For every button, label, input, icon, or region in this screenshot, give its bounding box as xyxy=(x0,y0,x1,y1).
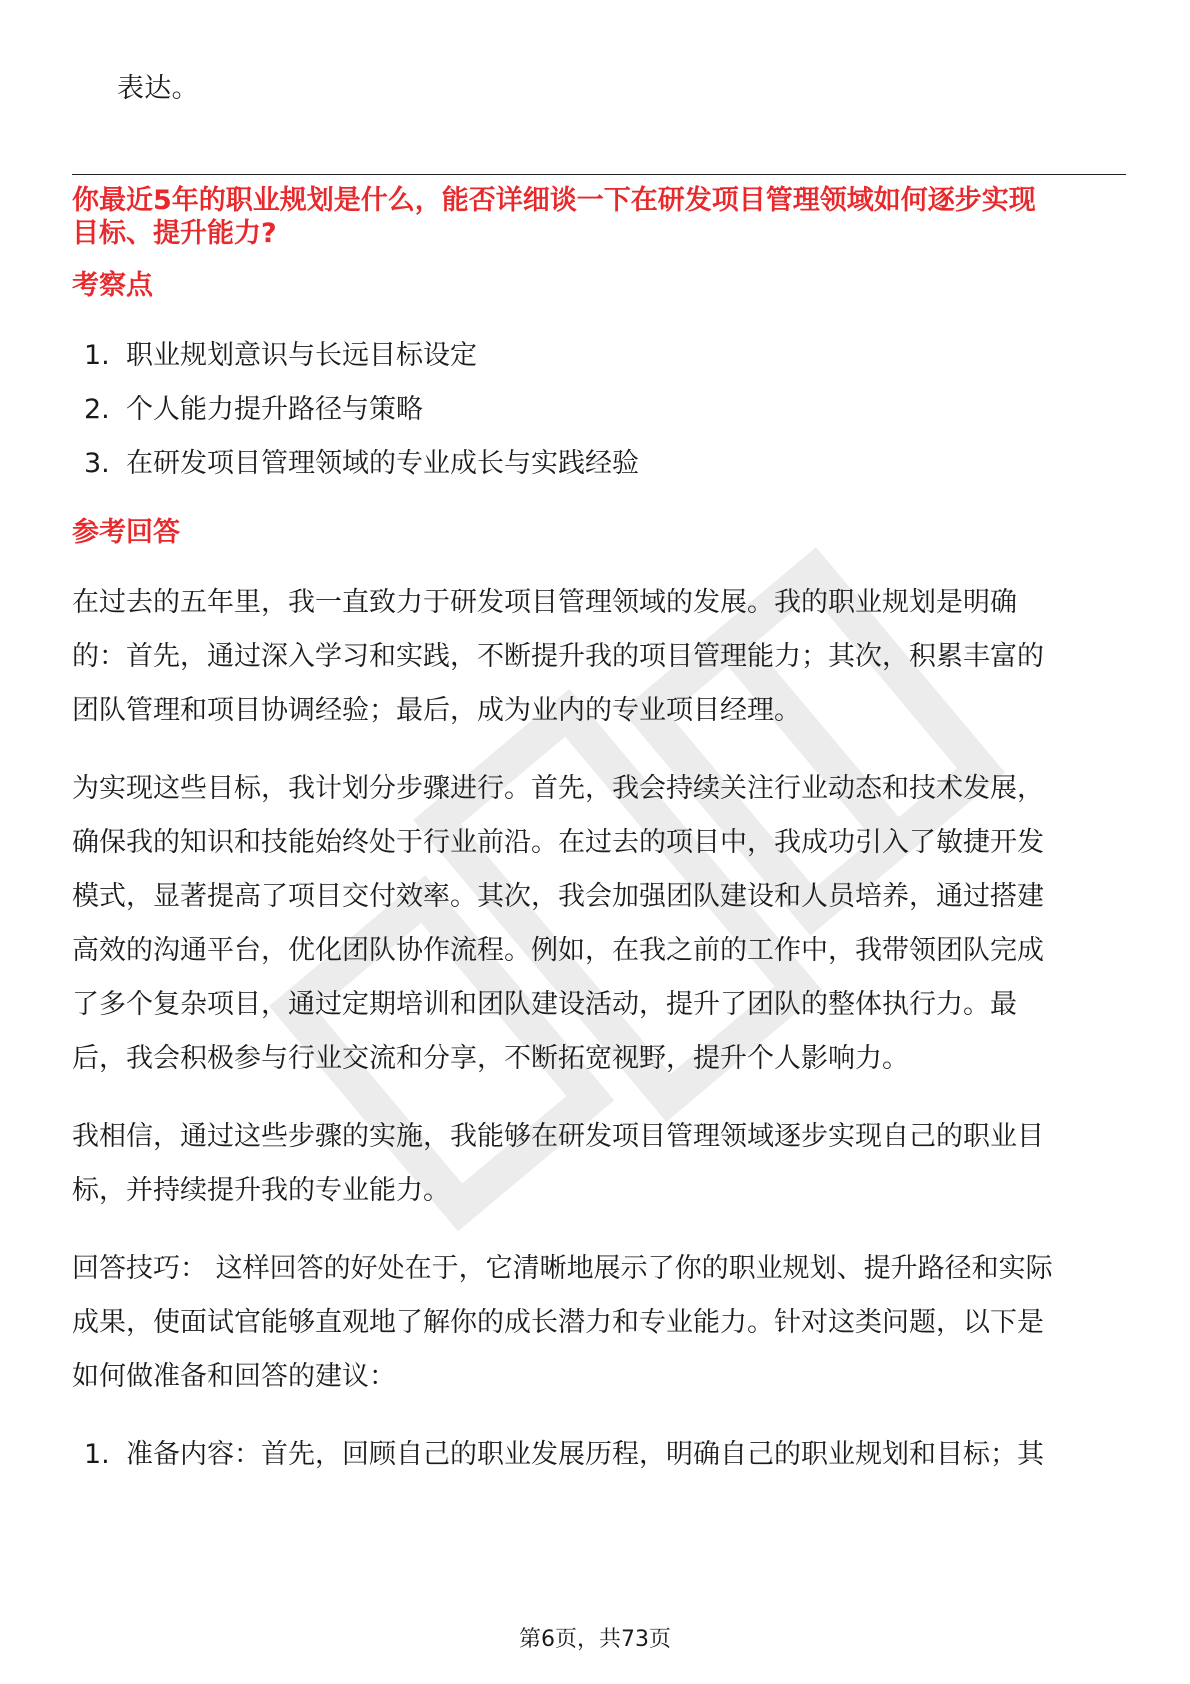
list-number: 3. xyxy=(84,448,110,479)
exam-point-item xyxy=(84,394,423,426)
answer-paragraph-1-line: 的：首先，通过深入学习和实践，不断提升我的项目管理能力；其次，积累丰富的 xyxy=(72,641,1044,672)
answer-paragraph-2-line: 高效的沟通平台，优化团队协作流程。例如，在我之前的工作中，我带领团队完成 xyxy=(72,935,1044,966)
list-text: 在研发项目管理领域的专业成长与实践经验 xyxy=(126,448,639,479)
answer-paragraph-2-line: 确保我的知识和技能始终处于行业前沿。在过去的项目中，我成功引入了敏捷开发 xyxy=(72,827,1044,858)
list-number: 1. xyxy=(84,340,110,371)
answer-tips-line: 成果，使面试官能够直观地了解你的成长潜力和专业能力。针对这类问题，以下是 xyxy=(72,1307,1044,1338)
page-number-footer: 第6页，共73页 xyxy=(519,1627,671,1652)
exam-point-item xyxy=(84,448,639,480)
watermark-logo xyxy=(230,440,1090,1300)
answer-paragraph-3-line: 标，并持续提升我的专业能力。 xyxy=(72,1175,450,1206)
answer-paragraph-2-line: 模式，显著提高了项目交付效率。其次，我会加强团队建设和人员培养，通过搭建 xyxy=(72,881,1044,912)
answer-paragraph-3-line: 我相信，通过这些步骤的实施，我能够在研发项目管理领域逐步实现自己的职业目 xyxy=(72,1121,1044,1152)
exam-points-heading: 考察点 xyxy=(72,270,153,301)
answer-tips-line: 回答技巧： 这样回答的好处在于，它清晰地展示了你的职业规划、提升路径和实际 xyxy=(72,1253,1053,1284)
list-text: 职业规划意识与长远目标设定 xyxy=(126,340,477,371)
question-title xyxy=(72,184,1126,250)
list-text: 个人能力提升路径与策略 xyxy=(126,394,423,425)
exam-point-item xyxy=(84,340,477,372)
answer-paragraph-2-line: 了多个复杂项目，通过定期培训和团队建设活动，提升了团队的整体执行力。最 xyxy=(72,989,1017,1020)
reference-answer-heading: 参考回答 xyxy=(72,517,180,548)
section-divider xyxy=(72,174,1126,175)
answer-paragraph-2-line: 为实现这些目标，我计划分步骤进行。首先，我会持续关注行业动态和技术发展， xyxy=(72,773,1044,804)
top-fragment-text: 表达。 xyxy=(117,73,199,104)
list-text: 准备内容：首先，回顾自己的职业发展历程，明确自己的职业规划和目标；其 xyxy=(126,1439,1044,1470)
answer-tips-line: 如何做准备和回答的建议： xyxy=(72,1361,396,1392)
answer-paragraph-1-line: 在过去的五年里，我一直致力于研发项目管理领域的发展。我的职业规划是明确 xyxy=(72,587,1017,618)
tips-list-item xyxy=(84,1439,1044,1471)
list-number: 2. xyxy=(84,394,110,425)
answer-paragraph-2-line: 后，我会积极参与行业交流和分享，不断拓宽视野，提升个人影响力。 xyxy=(72,1043,909,1074)
question-line-1: 你最近5年的职业规划是什么，能否详细谈一下在研发项目管理领域如何逐步实现 xyxy=(72,185,1036,216)
list-number: 1. xyxy=(84,1439,110,1470)
answer-paragraph-1-line: 团队管理和项目协调经验；最后，成为业内的专业项目经理。 xyxy=(72,695,801,726)
question-line-2: 目标、提升能力? xyxy=(72,218,277,249)
